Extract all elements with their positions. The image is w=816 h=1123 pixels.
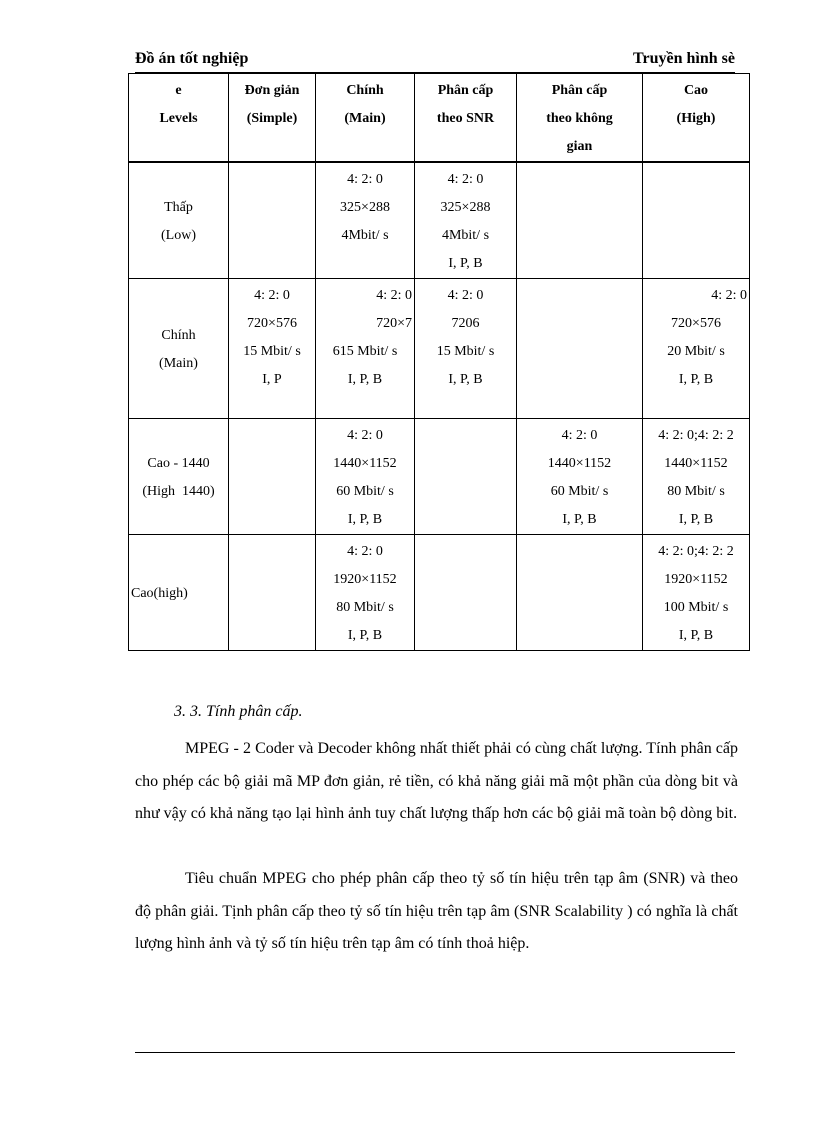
table-header-row [129,74,750,163]
table-cell: 4: 2: 0;4: 2: 2 1440×1152 80 Mbit/ s I, P, B [643,419,750,535]
paragraph-text: MPEG - 2 Coder và Decoder không nhất thiết phải có cùng chất lượng. Tính phân cấp cho phép các bộ giải mã MP đơn giản, rẻ tiền, có khả năng giải mã một phần của dòng bit và như vậy có khả năng tạo lại hình ảnh tuy chất lượng thấp hơn các bộ giải mã toàn bộ dòng bit. [135,740,738,822]
row-label-low: Thấp (Low) [129,162,229,279]
body-paragraph [135,863,738,961]
table-cell [415,419,517,535]
table-cell: 4: 2: 0 720×576 15 Mbit/ s I, P [229,279,316,419]
table-cell [517,535,643,651]
table-cell [517,162,643,279]
table-row [129,535,750,651]
row-label-high: Cao(high) [129,535,229,651]
paragraph-text: Tiêu chuẩn MPEG cho phép phân cấp theo tỷ số tín hiệu trên tạp âm (SNR) và theo độ phân giải. Tịnh phân cấp theo tỷ số tín hiệu trên tạp âm (SNR Scalability ) có nghĩa là chất lượng hình ảnh và tỷ số tín hiệu trên tạp âm có tính thoả hiệp. [135,870,738,952]
table-cell: 4: 2: 0 325×288 4Mbit/ s [316,162,415,279]
table-cell: 4: 2: 0 7206 15 Mbit/ s I, P, B [415,279,517,419]
table-cell: 4: 2: 0 1440×1152 60 Mbit/ s I, P, B [316,419,415,535]
header-cell-main: Chính (Main) [316,74,415,163]
table-cell [229,419,316,535]
table-cell [517,279,643,419]
table-row [129,279,750,419]
header-cell-snr: Phân cấp theo SNR [415,74,517,163]
header-cell-levels: e Levels [129,74,229,163]
table-cell: 4: 2: 0;4: 2: 2 1920×1152 100 Mbit/ s I, P, B [643,535,750,651]
header-cell-spatial: Phân cấp theo không gian [517,74,643,163]
header-cell-high: Cao (High) [643,74,750,163]
table-cell: 4: 2: 0 720×576 20 Mbit/ s I, P, B [643,279,750,419]
table-cell [229,535,316,651]
page-header [135,50,735,73]
body-paragraph [135,733,738,831]
table-cell [643,162,750,279]
header-cell-simple: Đơn giản (Simple) [229,74,316,163]
table-cell: 4: 2: 0 1920×1152 80 Mbit/ s I, P, B [316,535,415,651]
profiles-levels-table [128,73,750,651]
row-label-high-1440: Cao - 1440 (High 1440) [129,419,229,535]
table-cell [415,535,517,651]
table-row [129,162,750,279]
table-cell: 4: 2: 0 1440×1152 60 Mbit/ s I, P, B [517,419,643,535]
section-title: 3. 3. Tính phân cấp. [174,703,303,720]
table-row [129,419,750,535]
table-cell: 4: 2: 0 720×7 615 Mbit/ s I, P, B [316,279,415,419]
header-document-title: Đồ án tốt nghiệp [135,50,249,67]
table-cell [229,162,316,279]
footer-rule [135,1052,735,1053]
table-cell: 4: 2: 0 325×288 4Mbit/ s I, P, B [415,162,517,279]
row-label-main: Chính (Main) [129,279,229,419]
header-topic: Truyền hình sè [633,50,735,67]
